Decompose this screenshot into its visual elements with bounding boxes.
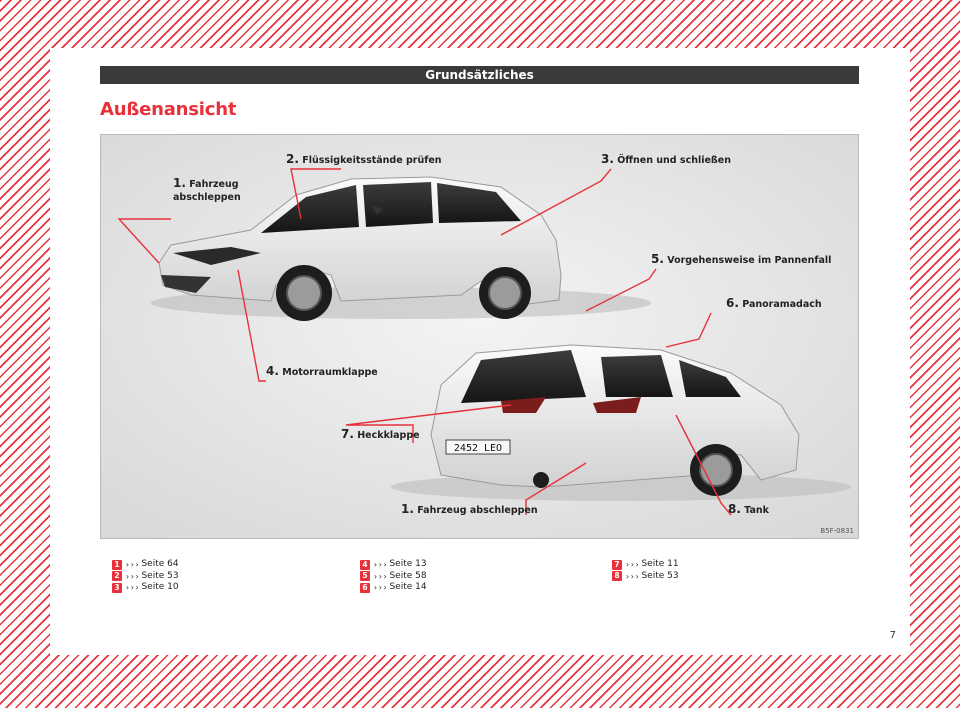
callout-panoramic-roof: [726, 296, 822, 310]
callout-tailgate: [341, 427, 420, 441]
car-illustration: [101, 135, 858, 538]
chevron-icon: ›››: [625, 560, 640, 569]
reference-link[interactable]: Seite 53: [641, 570, 679, 581]
reference-badge: 8: [612, 571, 622, 581]
license-plate-text: 2452 LEO: [453, 443, 503, 454]
chevron-icon: ›››: [625, 571, 640, 581]
svg-text:2. Flüssigkeitsstände prüfen: 2. Flüssigkeitsstände prüfen: [286, 152, 442, 166]
svg-text:1. Fahrzeug abschleppen: 1. Fahrzeug abschleppen: [401, 502, 538, 516]
chevron-icon: ›››: [125, 571, 140, 581]
reference-item[interactable]: [612, 571, 679, 583]
svg-text:4. Motorraumklappe: 4. Motorraumklappe: [266, 364, 378, 378]
reference-link[interactable]: Seite 58: [389, 570, 427, 581]
section-header: Grundsätzliches: [100, 66, 859, 84]
page: [50, 48, 910, 655]
callout-fluid-levels: [286, 152, 442, 166]
callout-open-close: [601, 152, 731, 166]
reference-item[interactable]: [360, 571, 427, 583]
chevron-icon: ›››: [373, 583, 388, 592]
svg-text:7. Heckklappe: 7. Heckklappe: [341, 427, 420, 441]
callout-breakdown: [651, 252, 831, 266]
reference-item[interactable]: [112, 582, 179, 594]
reference-link[interactable]: Seite 10: [141, 582, 179, 592]
reference-link[interactable]: Seite 11: [641, 559, 679, 569]
svg-text:1. Fahrzeug: 1. Fahrzeug: [173, 176, 239, 190]
svg-text:8. Tank: 8. Tank: [728, 502, 769, 516]
reference-badge: 1: [112, 560, 122, 570]
chevron-icon: ›››: [373, 571, 388, 581]
reference-item[interactable]: [112, 559, 179, 571]
svg-text:3. Öffnen und schließen: 3. Öffnen und schließen: [601, 152, 731, 166]
reference-link[interactable]: Seite 14: [389, 582, 427, 592]
callout-fuel-tank: [728, 502, 770, 516]
svg-text:6. Panoramadach: 6. Panoramadach: [726, 296, 822, 310]
page-number: 7: [889, 630, 896, 641]
reference-item[interactable]: [360, 582, 427, 594]
reference-badge: 4: [360, 560, 370, 570]
callout-towing-front: [173, 176, 241, 203]
reference-column-2: [360, 559, 427, 594]
figure-code: B5F-0831: [820, 527, 854, 535]
reference-link[interactable]: Seite 64: [141, 559, 179, 569]
reference-link[interactable]: Seite 53: [141, 570, 179, 581]
chevron-icon: ›››: [373, 560, 388, 569]
reference-badge: 3: [112, 583, 122, 593]
svg-text:5. Vorgehensweise im Pannenfal: 5. Vorgehensweise im Pannenfall: [651, 252, 832, 266]
page-title: Außenansicht: [100, 99, 237, 120]
svg-text:abschleppen: abschleppen: [173, 192, 241, 203]
reference-badge: 7: [612, 560, 622, 570]
reference-badge: 2: [112, 571, 122, 581]
reference-column-3: [612, 559, 679, 582]
reference-item[interactable]: [612, 559, 679, 571]
reference-item[interactable]: [360, 559, 427, 571]
car-exterior-figure: [100, 134, 859, 539]
chevron-icon: ›››: [125, 583, 140, 592]
callout-towing-rear: [401, 502, 538, 516]
reference-badge: 5: [360, 571, 370, 581]
reference-link[interactable]: Seite 13: [389, 559, 427, 569]
reference-item[interactable]: [112, 571, 179, 583]
callout-bonnet: [266, 364, 378, 378]
reference-badge: 6: [360, 583, 370, 593]
reference-column-1: [112, 559, 179, 594]
chevron-icon: ›››: [125, 560, 140, 569]
